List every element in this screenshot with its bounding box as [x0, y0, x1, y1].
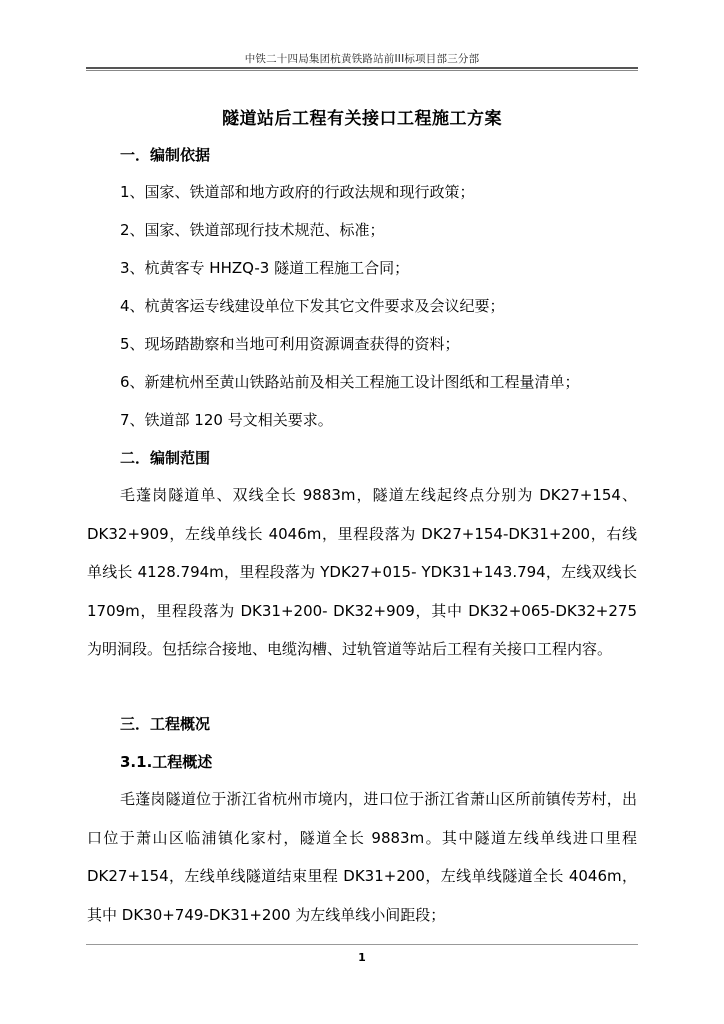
header-text: 中铁二十四局集团杭黄铁路站前III标项目部三分部 [244, 53, 480, 65]
section-1-heading: 一．编制依据 [120, 146, 211, 164]
scope-paragraph: 毛蓬岗隧道单、双线全长 9883m，隧道左线起终点分别为 DK27+154、DK32+909，左线单线长 4046m，里程段落为 DK27+154-DK31+200，右线单线长 4128.794m，里程段落为 YDK27+015- YDK31+143.794，左线双线长 1709m，里程段落为 DK31+200- DK32+909，其中 DK32+065-DK32+275 为明洞段。包括综合接地、电缆沟槽、过轨管道等站后工程有关接口工程内容。 [87, 486, 637, 658]
footer-rule [86, 944, 638, 945]
overview-paragraph: 毛蓬岗隧道位于浙江省杭州市境内，进口位于浙江省萧山区所前镇传芳村，出口位于萧山区临浦镇化家村，隧道全长 9883m。其中隧道左线单线进口里程 DK27+154，左线单线隧道结束里程 DK31+200，左线单线隧道全长 4046m，其中 DK30+749-DK31+200 为左线单线小间距段； [87, 790, 637, 924]
document-title: 隧道站后工程有关接口工程施工方案 [222, 109, 502, 129]
header-rule-thin [86, 70, 638, 71]
section-3-1-heading: 3.1.工程概述 [120, 753, 213, 771]
basis-item-7: 7、铁道部 120 号文相关要求。 [120, 411, 333, 429]
basis-item-6: 6、新建杭州至黄山铁路站前及相关工程施工设计图纸和工程量清单； [120, 373, 580, 391]
section-3-heading: 三．工程概况 [120, 715, 211, 733]
basis-item-2: 2、国家、铁道部现行技术规范、标准； [120, 221, 385, 239]
section-2-heading: 二．编制范围 [120, 449, 211, 467]
basis-item-3: 3、杭黄客专 HHZQ-3 隧道工程施工合同； [120, 259, 410, 277]
basis-item-4: 4、杭黄客运专线建设单位下发其它文件要求及会议纪要； [120, 297, 505, 315]
header-rule [86, 67, 638, 69]
basis-item-1: 1、国家、铁道部和地方政府的行政法规和现行政策； [120, 183, 475, 201]
page-number: 1 [358, 951, 366, 964]
basis-item-5: 5、现场踏勘察和当地可利用资源调查获得的资料； [120, 335, 460, 353]
